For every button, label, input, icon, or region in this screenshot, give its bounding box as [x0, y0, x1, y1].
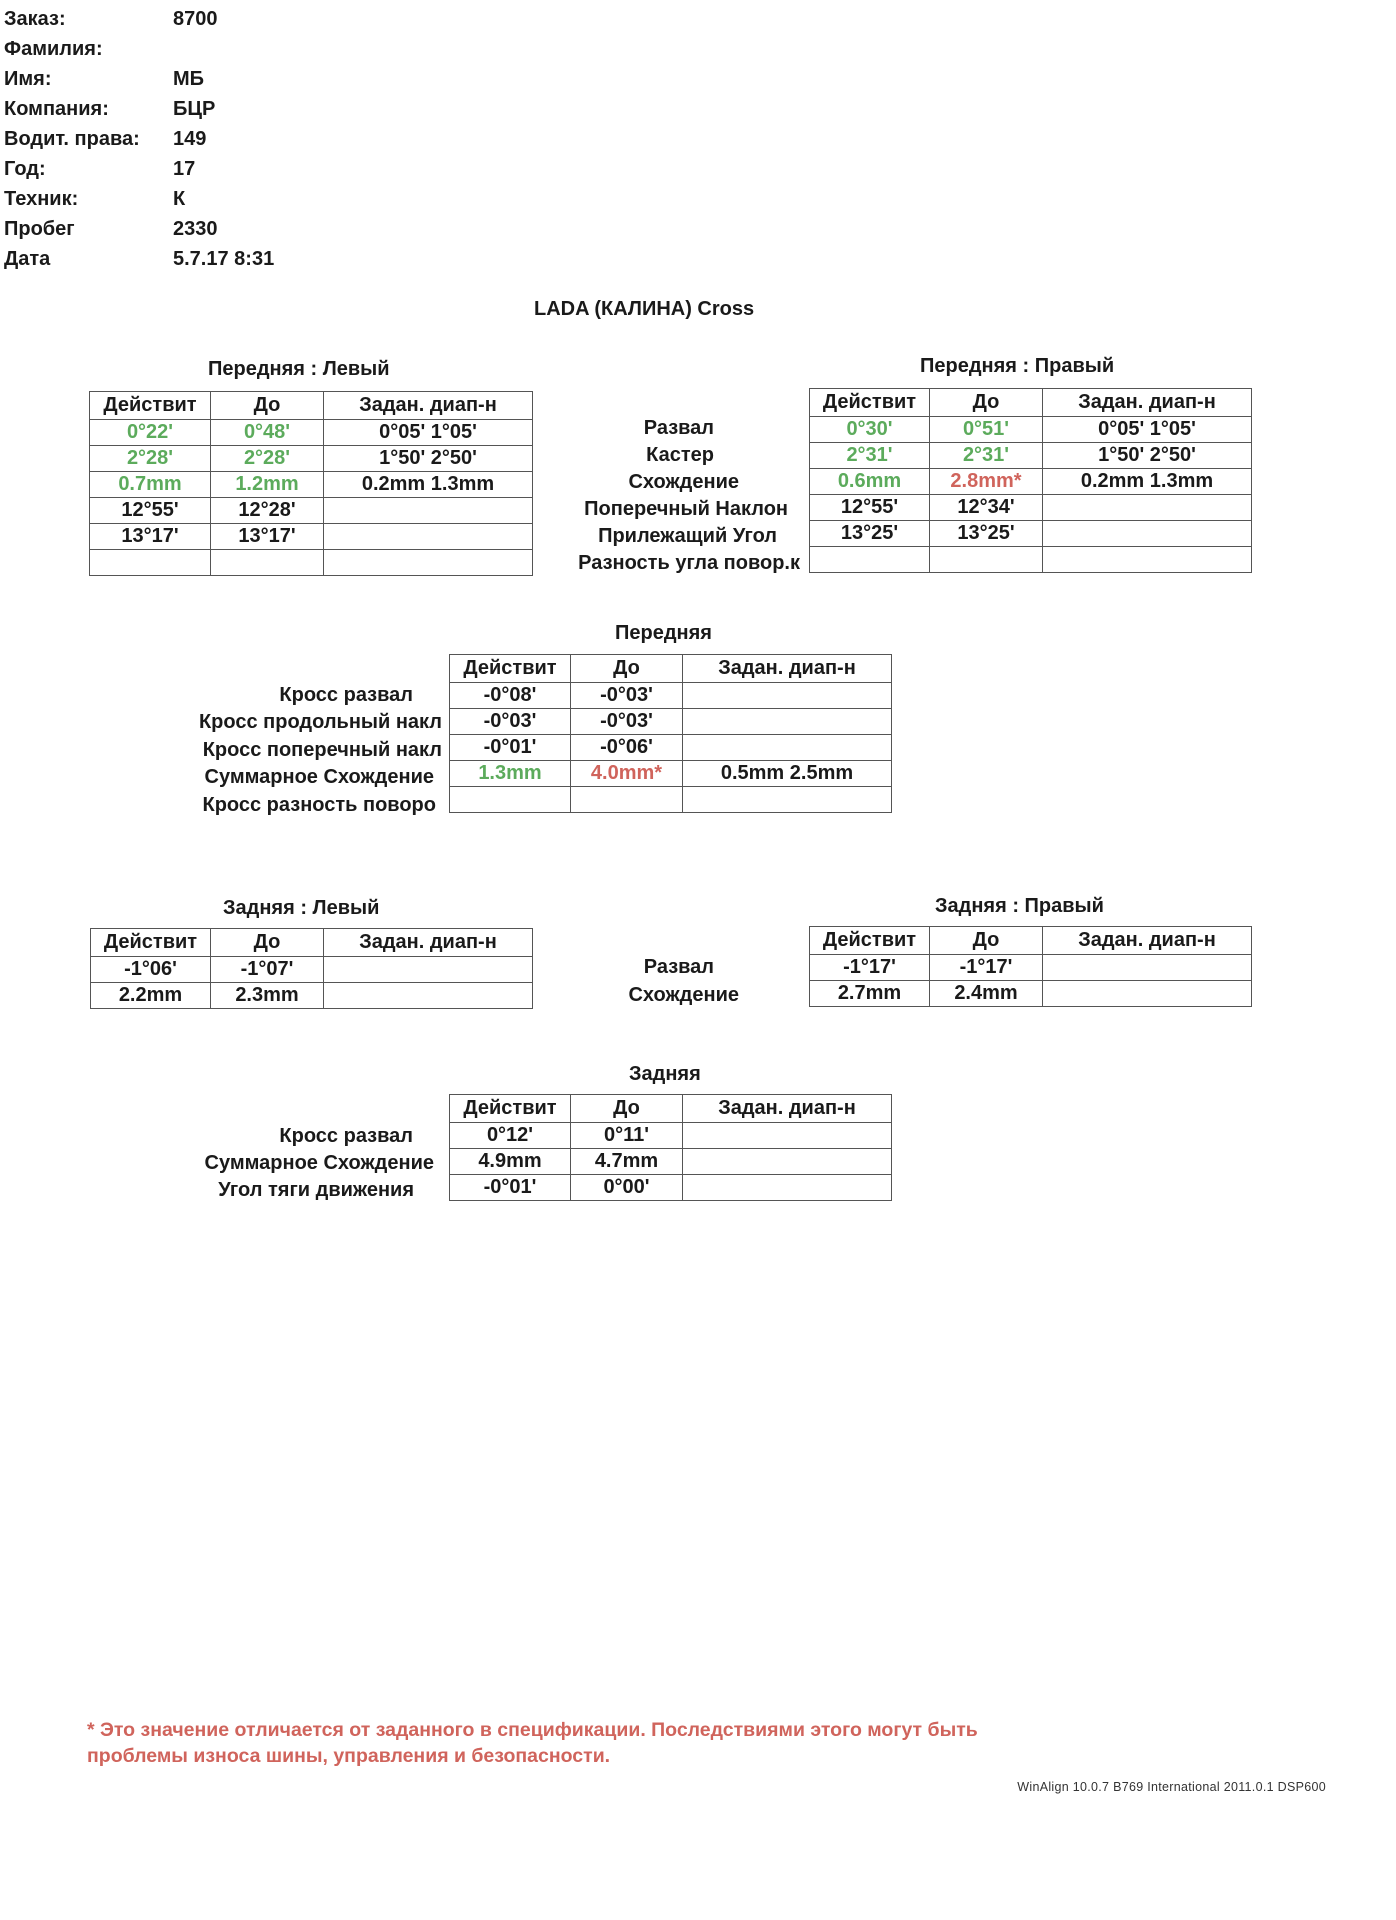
cell-before: 13°25'	[930, 521, 1043, 547]
table-row	[90, 446, 533, 472]
company-value: БЦР	[173, 98, 216, 120]
front-left-table	[89, 391, 533, 576]
cell-before: 4.7mm	[571, 1149, 683, 1175]
date-value: 5.7.17 8:31	[173, 248, 275, 270]
cell-before: -0°06'	[571, 735, 683, 761]
col-before: До	[571, 655, 683, 683]
col-before: До	[930, 927, 1043, 955]
col-actual: Действит	[810, 927, 930, 955]
table-row	[810, 521, 1252, 547]
cell-actual: 0°12'	[450, 1123, 571, 1149]
license-label: Водит. права:	[4, 128, 140, 150]
name-label: Имя:	[4, 68, 52, 90]
rear-label-camber: Развал	[643, 956, 714, 978]
front-label-camber: Развал	[643, 417, 714, 439]
front-cross-title: Передняя	[615, 622, 712, 644]
year-label: Год:	[4, 158, 46, 180]
rear-cross-table	[449, 1094, 892, 1201]
front-cross-label-caster: Кросс продольный накл	[198, 711, 442, 733]
cell-spec: 0.5mm 2.5mm	[683, 761, 892, 787]
technician-value: К	[173, 188, 186, 210]
col-before: До	[211, 392, 324, 420]
table-row	[450, 1149, 892, 1175]
table-header-row	[810, 927, 1252, 955]
cell-actual	[450, 787, 571, 813]
front-label-included-angle: Прилежащий Угол	[598, 525, 777, 547]
col-actual: Действит	[810, 389, 930, 417]
front-cross-label-total-toe: Суммарное Схождение	[204, 766, 434, 788]
cell-before: -0°03'	[571, 709, 683, 735]
cell-spec	[324, 550, 533, 576]
cell-spec	[1043, 547, 1252, 573]
cell-before: 4.0mm*	[571, 761, 683, 787]
cell-actual: 2.2mm	[91, 983, 211, 1009]
order-value: 8700	[173, 8, 218, 30]
cell-spec	[324, 524, 533, 550]
mileage-value: 2330	[173, 218, 218, 240]
cell-before: 12°28'	[211, 498, 324, 524]
footnote-line-1: * Это значение отличается от заданного в спецификации. Последствиями этого могут быть	[87, 1719, 978, 1741]
table-header-row	[450, 1095, 892, 1123]
cell-spec: 1°50' 2°50'	[1043, 443, 1252, 469]
table-row	[90, 498, 533, 524]
front-label-toe: Схождение	[628, 471, 739, 493]
cell-actual: 12°55'	[810, 495, 930, 521]
company-label: Компания:	[4, 98, 109, 120]
rear-right-table	[809, 926, 1252, 1007]
cell-before: 2.3mm	[211, 983, 324, 1009]
table-header-row	[90, 392, 533, 420]
cell-actual: 13°17'	[90, 524, 211, 550]
table-row	[810, 981, 1252, 1007]
cell-spec	[324, 957, 533, 983]
year-value: 17	[173, 158, 196, 180]
table-row	[450, 683, 892, 709]
cell-before	[571, 787, 683, 813]
table-row	[450, 1175, 892, 1201]
cell-actual: 0°30'	[810, 417, 930, 443]
rear-cross-label-camber: Кросс развал	[279, 1125, 413, 1147]
rear-right-title: Задняя : Правый	[935, 895, 1104, 917]
front-cross-label-camber: Кросс развал	[279, 684, 413, 706]
cell-actual: 2.7mm	[810, 981, 930, 1007]
cell-actual: 12°55'	[90, 498, 211, 524]
table-row	[810, 547, 1252, 573]
col-before: До	[211, 929, 324, 957]
table-row	[810, 495, 1252, 521]
table-header-row	[810, 389, 1252, 417]
cell-before	[930, 547, 1043, 573]
cell-before: 2.4mm	[930, 981, 1043, 1007]
cell-spec	[683, 1149, 892, 1175]
col-actual: Действит	[90, 392, 211, 420]
software-version: WinAlign 10.0.7 B769 International 2011.0.1 DSP600	[1017, 1780, 1326, 1794]
cell-actual: 13°25'	[810, 521, 930, 547]
cell-before: 13°17'	[211, 524, 324, 550]
cell-spec	[683, 787, 892, 813]
cell-spec	[683, 1175, 892, 1201]
cell-actual: -1°17'	[810, 955, 930, 981]
front-label-caster: Кастер	[646, 444, 714, 466]
rear-left-title: Задняя : Левый	[223, 897, 380, 919]
cell-before: -1°17'	[930, 955, 1043, 981]
table-row	[810, 417, 1252, 443]
col-before: До	[571, 1095, 683, 1123]
table-row	[450, 709, 892, 735]
table-header-row	[450, 655, 892, 683]
cell-actual: 2°31'	[810, 443, 930, 469]
table-row	[91, 983, 533, 1009]
front-right-table	[809, 388, 1252, 573]
warning-footnote	[87, 1717, 1187, 1769]
cell-before: -1°07'	[211, 957, 324, 983]
cell-spec	[324, 498, 533, 524]
table-row	[450, 761, 892, 787]
table-row	[90, 420, 533, 446]
table-row	[90, 472, 533, 498]
cell-actual	[810, 547, 930, 573]
table-row	[90, 550, 533, 576]
front-right-title: Передняя : Правый	[920, 355, 1115, 377]
cell-actual: -0°01'	[450, 735, 571, 761]
cell-before: -0°03'	[571, 683, 683, 709]
cell-actual: 4.9mm	[450, 1149, 571, 1175]
cell-spec	[1043, 955, 1252, 981]
rear-cross-label-thrust-angle: Угол тяги движения	[218, 1179, 414, 1201]
col-actual: Действит	[91, 929, 211, 957]
rear-cross-title: Задняя	[629, 1063, 701, 1085]
cell-spec: 0°05' 1°05'	[324, 420, 533, 446]
col-spec: Задан. диап-н	[324, 929, 533, 957]
cell-actual: -0°08'	[450, 683, 571, 709]
surname-label: Фамилия:	[4, 38, 103, 60]
table-row	[450, 1123, 892, 1149]
rear-label-toe: Схождение	[628, 984, 739, 1006]
col-actual: Действит	[450, 1095, 571, 1123]
cell-spec: 1°50' 2°50'	[324, 446, 533, 472]
cell-spec: 0°05' 1°05'	[1043, 417, 1252, 443]
cell-spec	[683, 1123, 892, 1149]
cell-actual: -0°01'	[450, 1175, 571, 1201]
front-cross-label-turn-diff: Кросс разность поворо	[202, 794, 436, 816]
cell-before: 2.8mm*	[930, 469, 1043, 495]
front-cross-label-sai: Кросс поперечный накл	[202, 739, 442, 761]
cell-before: 1.2mm	[211, 472, 324, 498]
cell-before: 0°11'	[571, 1123, 683, 1149]
cell-spec	[1043, 495, 1252, 521]
cell-before: 2°31'	[930, 443, 1043, 469]
cell-spec	[683, 709, 892, 735]
front-label-sai: Поперечный Наклон	[584, 498, 788, 520]
col-actual: Действит	[450, 655, 571, 683]
cell-actual: 0.7mm	[90, 472, 211, 498]
col-before: До	[930, 389, 1043, 417]
table-row	[810, 443, 1252, 469]
vehicle-title: LADA (КАЛИНА) Cross	[534, 298, 755, 320]
cell-spec	[683, 735, 892, 761]
cell-spec	[324, 983, 533, 1009]
cell-spec	[1043, 981, 1252, 1007]
cell-before: 0°00'	[571, 1175, 683, 1201]
cell-before: 12°34'	[930, 495, 1043, 521]
table-row	[450, 787, 892, 813]
cell-spec	[1043, 521, 1252, 547]
cell-spec	[683, 683, 892, 709]
col-spec: Задан. диап-н	[1043, 389, 1252, 417]
cell-spec: 0.2mm 1.3mm	[1043, 469, 1252, 495]
col-spec: Задан. диап-н	[683, 655, 892, 683]
cell-actual: 0.6mm	[810, 469, 930, 495]
cell-actual: -0°03'	[450, 709, 571, 735]
mileage-label: Пробег	[4, 218, 75, 240]
cell-before: 0°51'	[930, 417, 1043, 443]
cell-actual: 0°22'	[90, 420, 211, 446]
rear-left-table	[90, 928, 533, 1009]
technician-label: Техник:	[4, 188, 79, 210]
col-spec: Задан. диап-н	[1043, 927, 1252, 955]
rear-cross-label-total-toe: Суммарное Схождение	[204, 1152, 434, 1174]
date-label: Дата	[4, 248, 51, 270]
front-label-toe-out-turns: Разность угла повор.к	[578, 552, 800, 574]
footnote-line-2: проблемы износа шины, управления и безопасности.	[87, 1745, 611, 1767]
cell-spec: 0.2mm 1.3mm	[324, 472, 533, 498]
front-left-title: Передняя : Левый	[208, 358, 390, 380]
col-spec: Задан. диап-н	[683, 1095, 892, 1123]
table-row	[91, 957, 533, 983]
table-row	[450, 735, 892, 761]
cell-actual: -1°06'	[91, 957, 211, 983]
name-value: МБ	[173, 68, 205, 90]
col-spec: Задан. диап-н	[324, 392, 533, 420]
table-row	[810, 469, 1252, 495]
table-row	[810, 955, 1252, 981]
cell-before	[211, 550, 324, 576]
cell-actual	[90, 550, 211, 576]
cell-before: 2°28'	[211, 446, 324, 472]
cell-before: 0°48'	[211, 420, 324, 446]
order-label: Заказ:	[4, 8, 66, 30]
front-cross-table	[449, 654, 892, 813]
license-value: 149	[173, 128, 207, 150]
table-row	[90, 524, 533, 550]
cell-actual: 1.3mm	[450, 761, 571, 787]
cell-actual: 2°28'	[90, 446, 211, 472]
table-header-row	[91, 929, 533, 957]
